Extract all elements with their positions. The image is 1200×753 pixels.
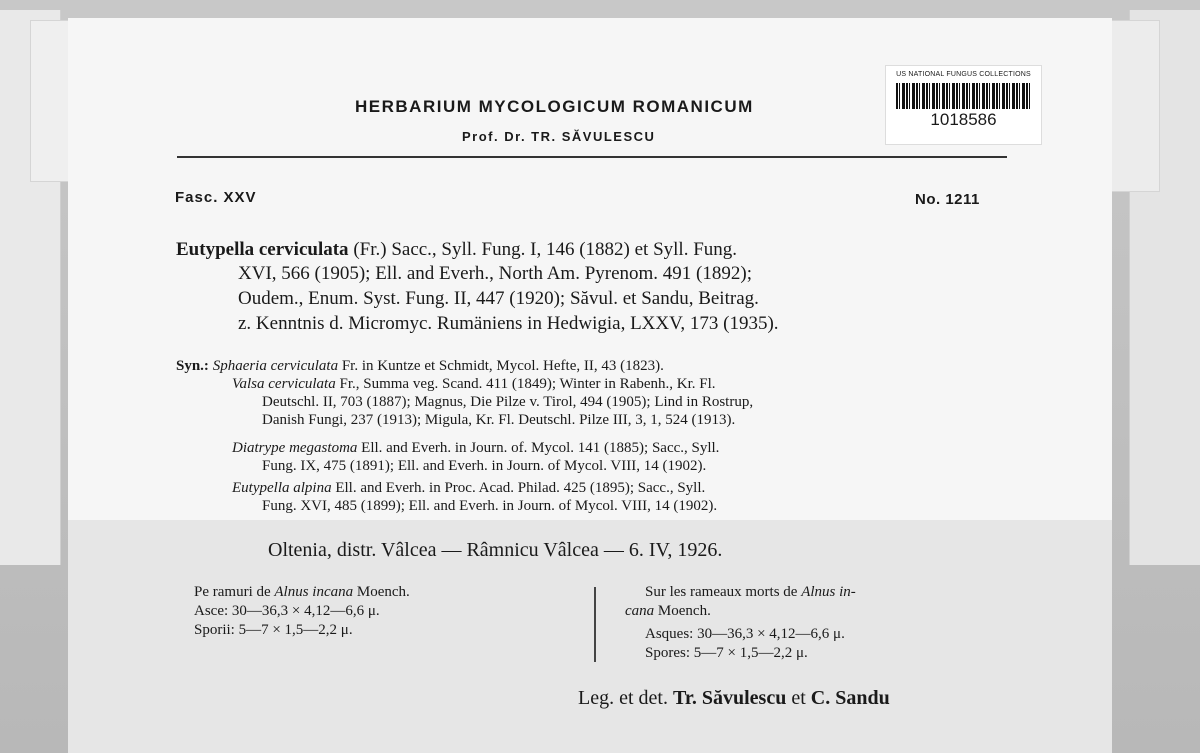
host-name: Alnus incana (274, 584, 354, 600)
romanian-host-line (194, 583, 410, 601)
barcode-sticker (885, 65, 1042, 145)
citation-line-1 (176, 238, 737, 262)
french-spores: Spores: 5—7 × 1,5—2,2 μ. (645, 645, 808, 661)
barcode-icon (896, 83, 1031, 109)
synonym-line-7 (232, 479, 705, 497)
species-name: Eutypella cerviculata (176, 239, 349, 260)
french-host-line-2 (625, 602, 711, 620)
synonym-text: Ell. and Everh. in Journ. of. Mycol. 141 (1885); Sacc., Syll. (357, 440, 720, 456)
host-name: cana (625, 603, 655, 619)
synonym-line-4: Danish Fungi, 237 (1913); Migula, Kr. Fl. Deutschl. Pilze III, 3, 1, 524 (1913). (262, 412, 736, 428)
synonym-text: Fr. in Kuntze et Schmidt, Mycol. Hefte, II, 43 (1823). (338, 358, 664, 374)
citation-line-4: z. Kenntnis d. Micromyc. Rumäniens in Hedwigia, LXXV, 173 (1935). (238, 313, 779, 334)
host-suffix: Moench. (353, 584, 410, 600)
french-asci: Asques: 30—36,3 × 4,12—6,6 μ. (645, 626, 845, 642)
collector-line (578, 687, 890, 710)
barcode-number: 1018586 (930, 110, 997, 129)
host-name: Alnus in- (801, 584, 856, 600)
synonym-line-2 (232, 375, 716, 393)
citation-line-3: Oudem., Enum. Syst. Fung. II, 447 (1920); Săvul. et Sandu, Beitrag. (238, 288, 759, 309)
herbarium-subtitle: Prof. Dr. TR. SĂVULESCU (462, 129, 656, 144)
french-host-line-1 (645, 583, 856, 601)
column-divider (594, 587, 596, 662)
host-prefix: Sur les rameaux morts de (645, 584, 802, 600)
romanian-asci: Asce: 30—36,3 × 4,12—6,6 μ. (194, 603, 380, 619)
collector-conjunction: et (786, 687, 811, 709)
synonym-name: Eutypella alpina (232, 480, 332, 496)
collector-prefix: Leg. et det. (578, 687, 673, 709)
host-suffix: Moench. (654, 603, 711, 619)
specimen-number: No. 1211 (915, 191, 980, 208)
synonym-line-8: Fung. XVI, 485 (1899); Ell. and Everh. in Journ. of Mycol. VIII, 14 (1902). (262, 498, 718, 514)
host-prefix: Pe ramuri de (194, 584, 275, 600)
header-rule (177, 156, 1007, 158)
romanian-spores: Sporii: 5—7 × 1,5—2,2 μ. (194, 622, 353, 638)
collector-name-2: C. Sandu (810, 687, 890, 709)
synonym-line-6: Fung. IX, 475 (1891); Ell. and Everh. in Journ. of Mycol. VIII, 14 (1902). (262, 458, 707, 474)
citation-line-2: XVI, 566 (1905); Ell. and Everh., North Am. Pyrenom. 491 (1892); (238, 263, 752, 284)
synonym-name: Valsa cerviculata (232, 376, 336, 392)
citation-text: (Fr.) Sacc., Syll. Fung. I, 146 (1882) et Syll. Fung. (348, 239, 738, 260)
synonym-text: Fr., Summa veg. Scand. 411 (1849); Winter in Rabenh., Kr. Fl. (335, 376, 716, 392)
synonym-label: Syn.: (176, 358, 209, 374)
herbarium-title: HERBARIUM MYCOLOGICUM ROMANICUM (355, 97, 754, 116)
synonym-text: Ell. and Everh. in Proc. Acad. Philad. 425 (1895); Sacc., Syll. (331, 480, 706, 496)
synonym-line-5 (232, 439, 719, 457)
collector-name-1: Tr. Săvulescu (672, 687, 787, 709)
synonym-line-3: Deutschl. II, 703 (1887); Magnus, Die Pilze v. Tirol, 494 (1905); Lind in Rostrup, (262, 394, 754, 410)
synonym-name: Diatrype megastoma (232, 440, 358, 456)
fascicle-label: Fasc. XXV (175, 189, 257, 206)
barcode-caption: US NATIONAL FUNGUS COLLECTIONS (896, 71, 1031, 78)
collection-locality: Oltenia, distr. Vâlcea — Râmnicu Vâlcea — 6. IV, 1926. (268, 539, 723, 561)
synonym-name: Sphaeria cerviculata (212, 358, 339, 374)
synonym-line-1 (176, 357, 664, 375)
